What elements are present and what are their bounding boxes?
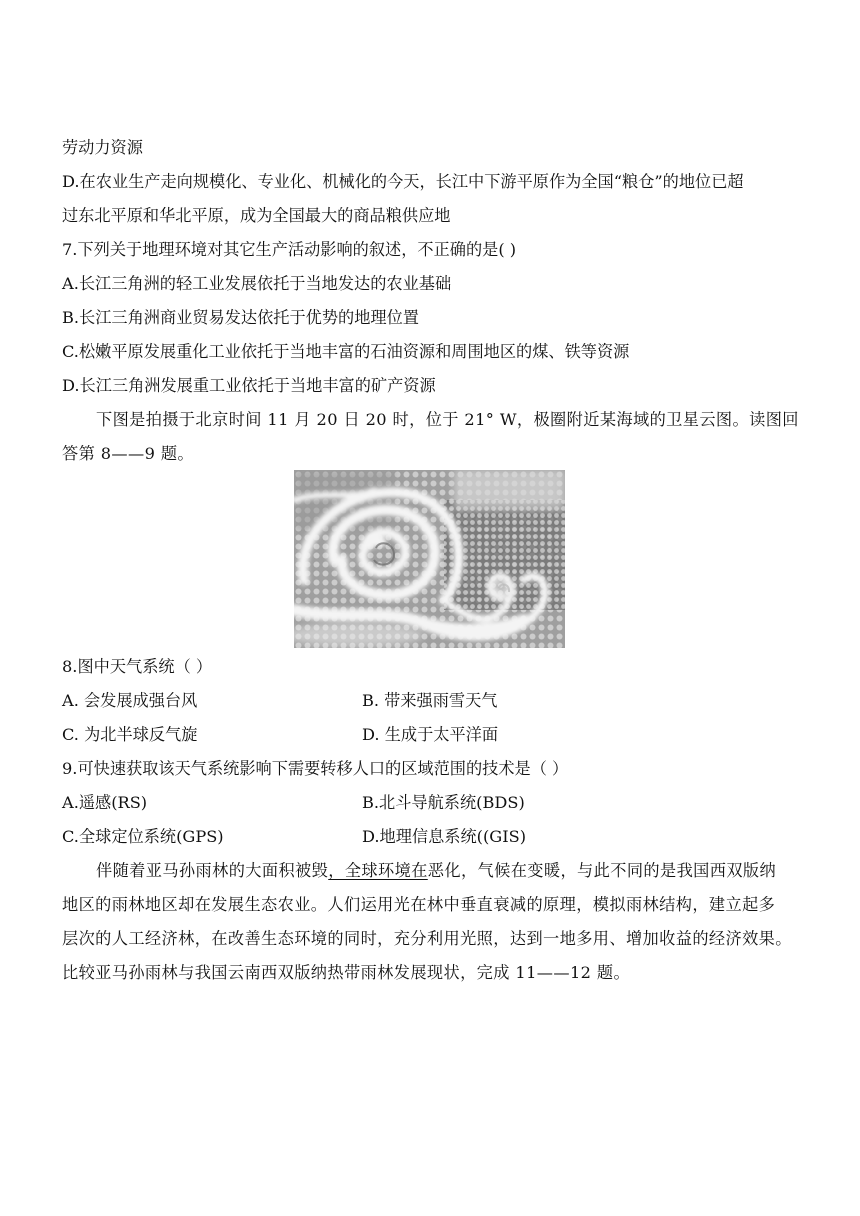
intro-8-9-line: 答第 8——9 题。 [62, 444, 195, 463]
question-8-option-d: D. 生成于太平洋面 [362, 725, 499, 744]
question-7-option-b: B.长江三角洲商业贸易发达依托于优势的地理位置 [62, 308, 419, 327]
text-line: 劳动力资源 [62, 138, 143, 157]
intro-8-9-line: 下图是拍摄于北京时间 11 月 20 日 20 时，位于 21° W，极圈附近某海域的卫星云图。读图回 [96, 410, 799, 429]
passage-line: 层次的人工经济林，在改善生态环境的同时，充分利用光照，达到一地多用、增加收益的经济效果。 [62, 929, 792, 948]
question-9-option-c: C.全球定位系统(GPS) [62, 827, 224, 846]
passage-line [96, 861, 836, 881]
question-8-option-a: A. 会发展成强台风 [62, 691, 198, 710]
text-line: 过东北平原和华北平原，成为全国最大的商品粮供应地 [62, 206, 451, 225]
passage-text: 伴随着亚马孙雨林的大面积被毁 [96, 861, 329, 880]
text-line: D.在农业生产走向规模化、专业化、机械化的今天，长江中下游平原作为全国“粮仓”的地位已超 [62, 172, 744, 191]
question-7-option-d: D.长江三角洲发展重工业依托于当地丰富的矿产资源 [62, 376, 436, 395]
question-9-stem: 9.可快速获取该天气系统影响下需要转移人口的区域范围的技术是（ ） [62, 759, 569, 778]
question-9-option-d: D.地理信息系统((GIS) [362, 827, 527, 846]
passage-text: 恶化，气候在变暖，与此不同的是我国西双版纳 [427, 861, 777, 880]
question-8-stem: 8.图中天气系统（ ） [62, 657, 213, 676]
passage-line: 比较亚马孙雨林与我国云南西双版纳热带雨林发展现状，完成 11——12 题。 [62, 963, 631, 982]
question-7-option-c: C.松嫩平原发展重化工业依托于当地丰富的石油资源和周围地区的煤、铁等资源 [62, 342, 630, 361]
question-9-option-a: A.遥感(RS) [62, 793, 148, 812]
passage-underlined-text: ，全球环境在 [328, 861, 428, 880]
question-7-option-a: A.长江三角洲的轻工业发展依托于当地发达的农业基础 [62, 274, 452, 293]
passage-line: 地区的雨林地区却在发展生态农业。人们运用光在林中垂直衰减的原理，模拟雨林结构，建立起多 [62, 895, 776, 914]
question-7-stem: 7.下列关于地理环境对其它生产活动影响的叙述，不正确的是( ) [62, 240, 517, 259]
question-9-option-b: B.北斗导航系统(BDS) [362, 793, 525, 812]
question-8-option-c: C. 为北半球反气旋 [62, 725, 198, 744]
question-8-option-b: B. 带来强雨雪天气 [362, 691, 498, 710]
satellite-cloud-image [294, 470, 565, 648]
